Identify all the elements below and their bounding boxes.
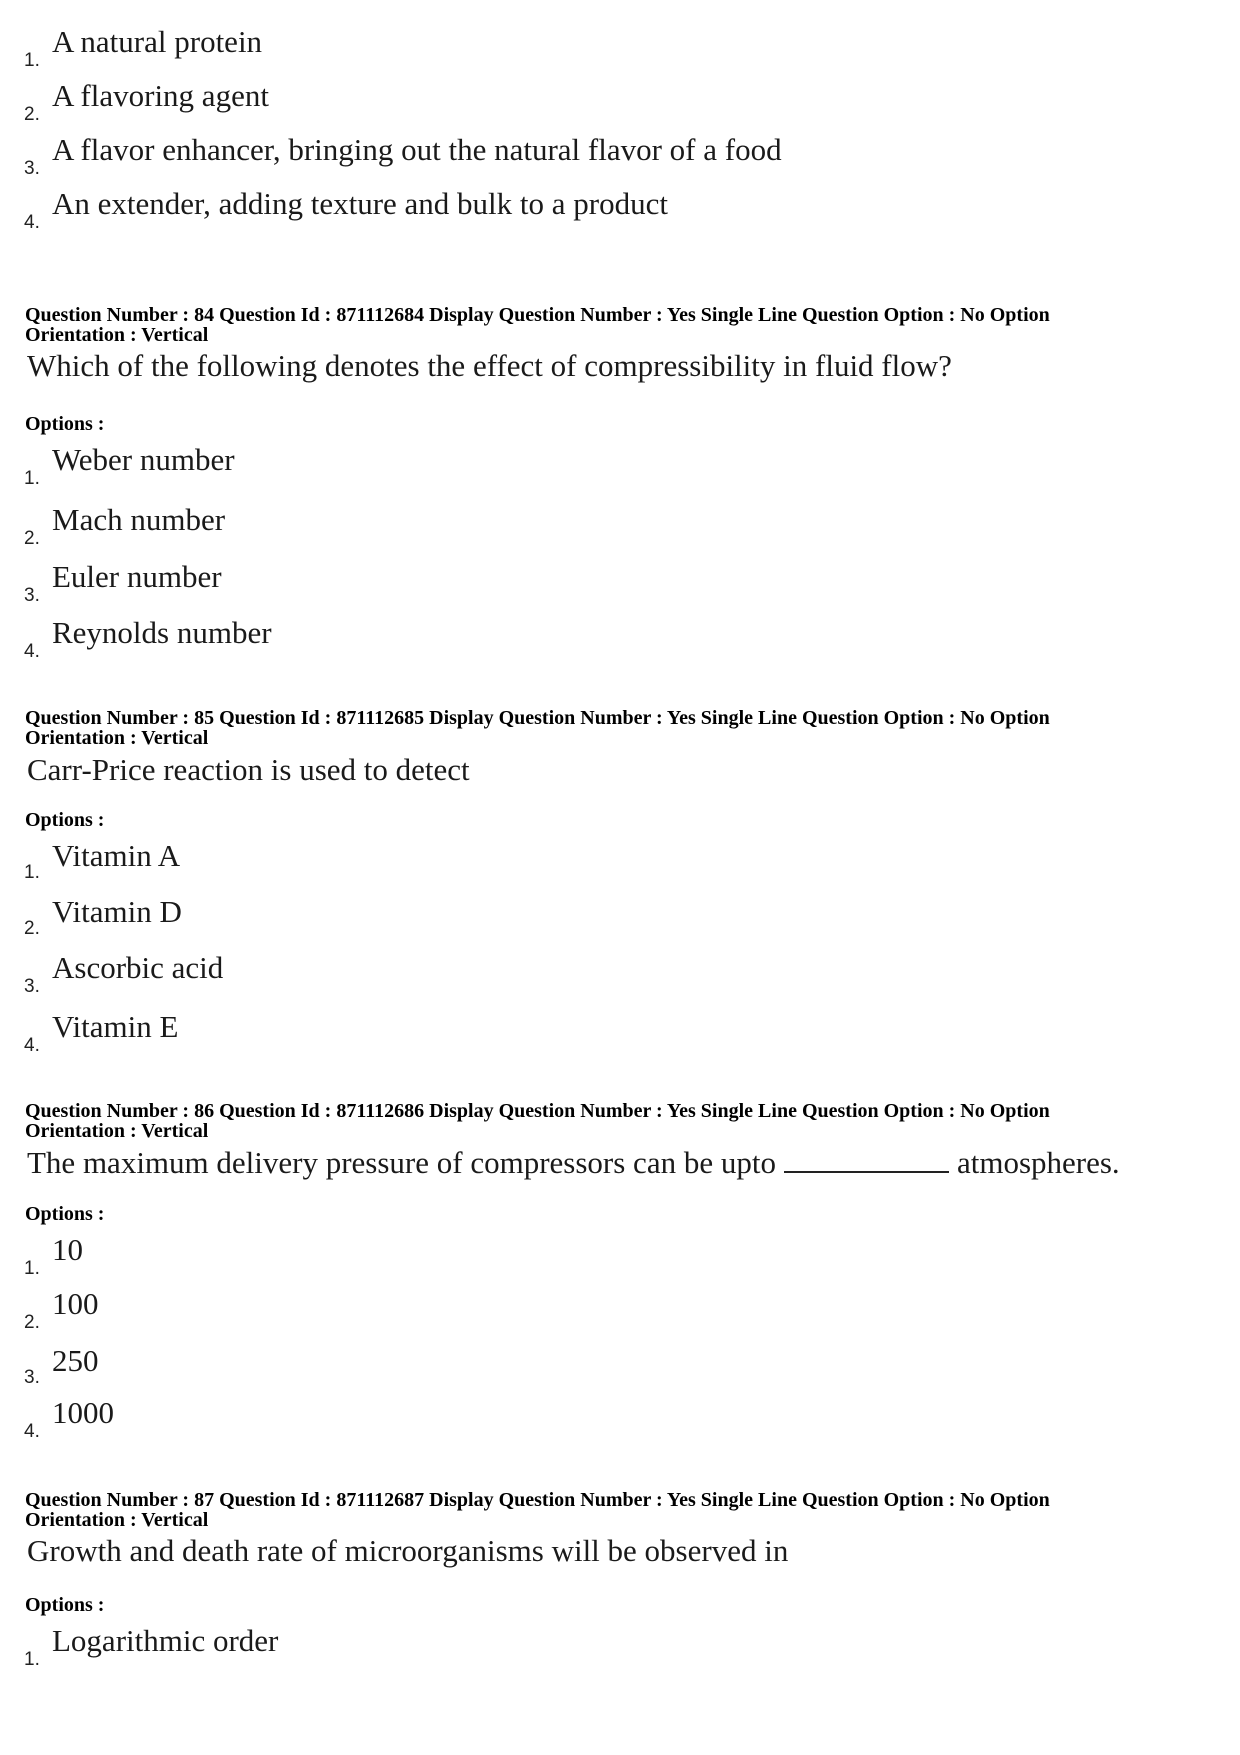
options-label: Options :: [25, 413, 105, 435]
option-item[interactable]: [0, 78, 1200, 128]
option-number: 3.: [24, 585, 40, 606]
option-item[interactable]: [0, 1232, 1200, 1282]
question-meta-line: Orientation : Vertical: [25, 1120, 209, 1142]
option-text: Ascorbic acid: [52, 950, 224, 985]
option-item[interactable]: [0, 1009, 1200, 1059]
option-item[interactable]: [0, 838, 1200, 888]
option-number: 1.: [24, 50, 40, 71]
option-number: 2.: [24, 918, 40, 939]
option-text: Vitamin E: [52, 1009, 179, 1044]
option-item[interactable]: [0, 186, 1200, 236]
question-text-before: The maximum delivery pressure of compressors can be upto: [27, 1145, 776, 1180]
option-number: 4.: [24, 1421, 40, 1442]
option-item[interactable]: [0, 1343, 1200, 1393]
question-meta: [25, 1101, 1185, 1141]
option-text: 250: [52, 1343, 99, 1378]
option-text: An extender, adding texture and bulk to a product: [52, 186, 668, 221]
option-number: 1.: [24, 468, 40, 489]
options-label: Options :: [25, 1594, 105, 1616]
option-item[interactable]: [0, 615, 1200, 665]
option-number: 1.: [24, 1649, 40, 1670]
option-text: Logarithmic order: [52, 1623, 279, 1658]
question-meta: [25, 305, 1185, 345]
question-text: [27, 1145, 1120, 1181]
question-meta-line: Orientation : Vertical: [25, 324, 209, 346]
question-text-after: atmospheres.: [956, 1145, 1120, 1180]
question-meta: [25, 708, 1185, 748]
question-text: Which of the following denotes the effect of compressibility in fluid flow?: [27, 348, 952, 383]
option-item[interactable]: [0, 950, 1200, 1000]
option-item[interactable]: [0, 442, 1200, 492]
option-number: 2.: [24, 104, 40, 125]
option-text: Mach number: [52, 502, 226, 537]
options-label: Options :: [25, 1203, 105, 1225]
option-number: 1.: [24, 1258, 40, 1279]
option-item[interactable]: [0, 894, 1200, 944]
option-number: 2.: [24, 1312, 40, 1333]
option-item[interactable]: [0, 24, 1200, 74]
option-number: 4.: [24, 641, 40, 662]
question-text: Carr-Price reaction is used to detect: [27, 752, 470, 787]
question-text: Growth and death rate of microorganisms will be observed in: [27, 1533, 789, 1568]
option-item[interactable]: [0, 132, 1200, 182]
question-meta-line: Orientation : Vertical: [25, 727, 209, 749]
option-text: A flavoring agent: [52, 78, 269, 113]
option-text: 100: [52, 1286, 99, 1321]
option-item[interactable]: [0, 1395, 1200, 1445]
option-text: Weber number: [52, 442, 235, 477]
option-text: Reynolds number: [52, 615, 272, 650]
option-item[interactable]: [0, 502, 1200, 552]
option-number: 4.: [24, 212, 40, 233]
option-number: 3.: [24, 158, 40, 179]
option-text: A flavor enhancer, bringing out the natural flavor of a food: [52, 132, 782, 167]
option-text: 10: [52, 1232, 83, 1267]
option-item[interactable]: [0, 1286, 1200, 1336]
option-number: 3.: [24, 976, 40, 997]
option-number: 4.: [24, 1035, 40, 1056]
option-item[interactable]: [0, 559, 1200, 609]
question-meta-line: Question Number : 87 Question Id : 871112687 Display Question Number : Yes Single Line Question Option : No Option: [25, 1489, 1050, 1511]
fill-in-blank: [784, 1147, 949, 1173]
question-meta-line: Question Number : 86 Question Id : 871112686 Display Question Number : Yes Single Line Question Option : No Option: [25, 1100, 1050, 1122]
question-meta-line: Question Number : 84 Question Id : 871112684 Display Question Number : Yes Single Line Question Option : No Option: [25, 304, 1050, 326]
option-text: Vitamin A: [52, 838, 181, 873]
question-meta-line: Question Number : 85 Question Id : 871112685 Display Question Number : Yes Single Line Question Option : No Option: [25, 707, 1050, 729]
option-text: Euler number: [52, 559, 222, 594]
question-meta-line: Orientation : Vertical: [25, 1509, 209, 1531]
option-number: 3.: [24, 1367, 40, 1388]
option-text: 1000: [52, 1395, 114, 1430]
option-number: 1.: [24, 862, 40, 883]
option-item[interactable]: [0, 1623, 1200, 1673]
option-text: A natural protein: [52, 24, 263, 59]
question-meta: [25, 1490, 1185, 1530]
options-label: Options :: [25, 809, 105, 831]
option-text: Vitamin D: [52, 894, 182, 929]
option-number: 2.: [24, 528, 40, 549]
